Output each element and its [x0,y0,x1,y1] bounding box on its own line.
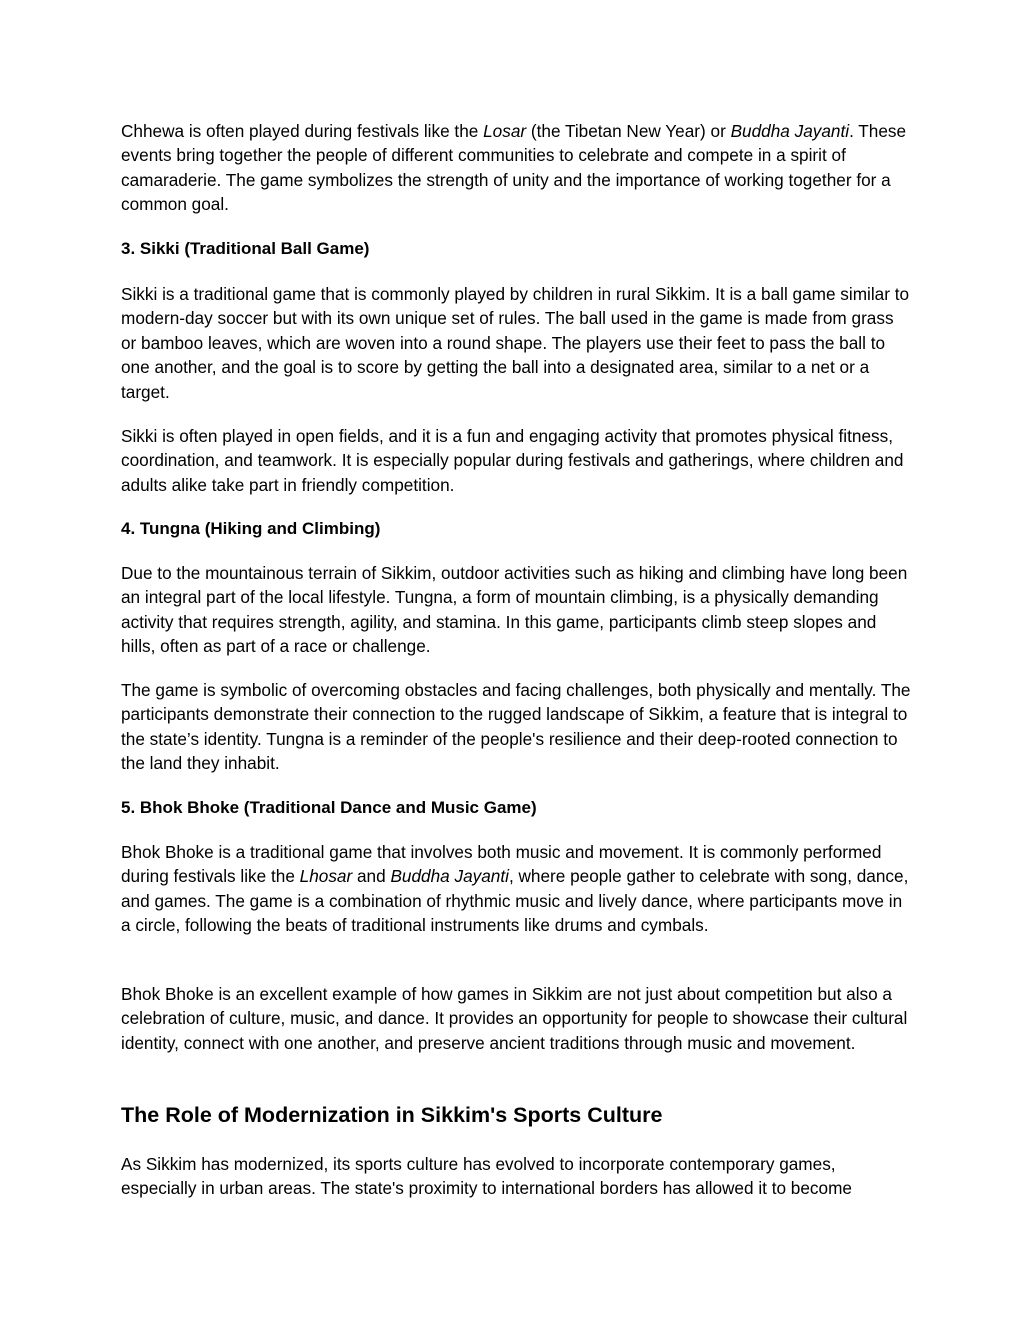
italic-term-buddha-jayanti: Buddha Jayanti [390,866,509,887]
text-run: . These events bring together the people of different communities to celebrate and compete in a spirit of camaraderie. The game symbolizes the strength of unity and the importance of working together for a common goal. [121,121,907,215]
text-run: Chhewa is often played during festivals like the [121,121,484,141]
heading-bhok-bhoke: 5. Bhok Bhoke (Traditional Dance and Music Game) [121,798,537,817]
paragraph-tungna-1: Due to the mountainous terrain of Sikkim, outdoor activities such as hiking and climbing have long been an integral part of the local lifestyle. Tungna, a form of mountain climbing, is a physically demanding activity that requires strength, agility, and stamina. In this game, participants climb steep slopes and hills, often as part of a race or challenge. [121,563,908,657]
paragraph-tungna-2: The game is symbolic of overcoming obstacles and facing challenges, both physically and mentally. The participants demonstrate their connection to the rugged landscape of Sikkim, a feature that is integral to the state’s identity. Tungna is a reminder of the people's resilience and their deep-rooted connection to the land they inhabit. [121,680,911,774]
heading-tungna: 4. Tungna (Hiking and Climbing) [121,519,381,538]
paragraph-modernization-1: As Sikkim has modernized, its sports culture has evolved to incorporate contemporary games, especially in urban areas. The state's proximity to international borders has allowed it to become [121,1154,852,1199]
section-title-modernization: The Role of Modernization in Sikkim's Sports Culture [121,1103,663,1127]
text-run: , where people gather to celebrate with song, dance, and games. The game is a combination of rhythmic music and lively dance, where participants move in a circle, following the beats of traditional instruments like drums and cymbals. [121,866,909,936]
paragraph-bhok-bhoke-1 [121,840,911,938]
paragraph-sikki-1: Sikki is a traditional game that is commonly played by children in rural Sikkim. It is a ball game similar to modern-day soccer but with its own unique set of rules. The ball used in the game is made from grass or bamboo leaves, which are woven into a round shape. The players use their feet to pass the ball to one another, and the goal is to score by getting the ball into a designated area, similar to a net or a target. [121,284,910,402]
italic-term-buddha-jayanti: Buddha Jayanti [730,121,850,141]
text-run: Bhok Bhoke is a traditional game that involves both music and movement. It is commonly performed during festivals like the [121,842,882,887]
paragraph-chhewa-festivals [121,119,911,217]
paragraph-bhok-bhoke-2: Bhok Bhoke is an excellent example of how games in Sikkim are not just about competition but also a celebration of culture, music, and dance. It provides an opportunity for people to showcase their cultural identity, connect with one another, and preserve ancient traditions through music and movement. [121,984,908,1053]
paragraph-sikki-2: Sikki is often played in open fields, and it is a fun and engaging activity that promotes physical fitness, coordination, and teamwork. It is especially popular during festivals and gatherings, where children and adults alike take part in friendly competition. [121,426,904,495]
text-run: (the Tibetan New Year) or [526,121,731,141]
italic-term-losar: Losar [483,121,527,141]
italic-term-lhosar: Lhosar [299,866,353,887]
text-run: and [352,866,391,887]
heading-sikki: 3. Sikki (Traditional Ball Game) [121,239,370,258]
